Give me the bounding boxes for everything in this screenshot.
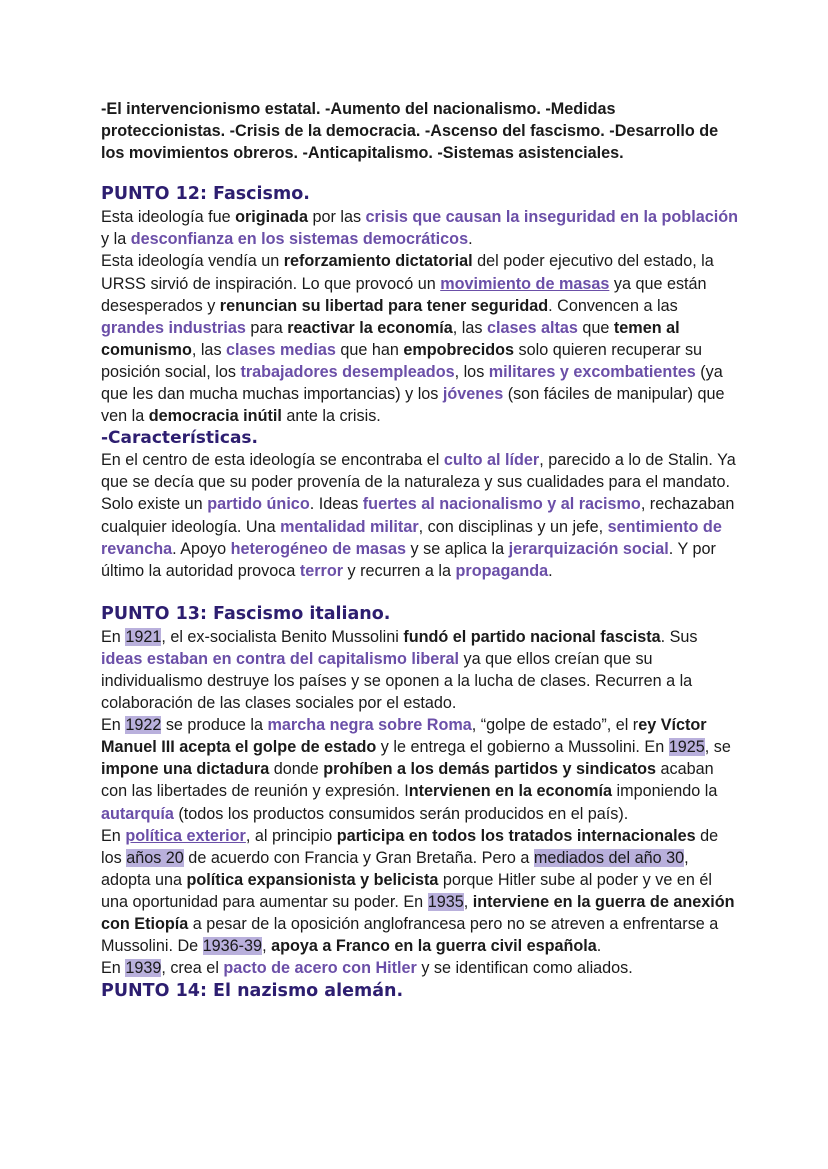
key-term: partido único: [207, 495, 310, 514]
text-run: por las: [307, 208, 366, 227]
key-term: crisis que causan la inseguridad en la población: [365, 208, 738, 227]
paragraph: [101, 957, 741, 979]
bold-text: renuncian su libertad para tener seguridad: [219, 296, 549, 315]
text-run: . Ideas: [309, 495, 363, 514]
text-run: de acuerdo con Francia y Gran Bretaña. Pero a: [183, 848, 534, 867]
text-run: En: [101, 716, 126, 735]
bold-text: temen al comunismo: [101, 318, 680, 359]
text-run: y se aplica la: [406, 539, 509, 558]
text-run: , “golpe de estado”, el r: [471, 716, 639, 735]
key-term: movimiento de masas: [440, 274, 610, 293]
text-run: . Convencen a las: [548, 296, 678, 315]
highlighted-date: 1925: [668, 738, 705, 757]
key-term: jóvenes: [442, 385, 504, 404]
key-term: heterogéneo de masas: [230, 539, 407, 558]
key-term: militares y excombatientes: [488, 362, 696, 381]
key-term: marcha negra sobre Roma: [267, 716, 472, 735]
text-run: porque Hitler sube al poder y ve en él una oportunidad para aumentar su poder. En: [101, 870, 712, 911]
text-run: para: [245, 318, 288, 337]
text-run: y recurren a la: [343, 561, 456, 580]
text-run: ,: [262, 937, 272, 956]
text-run: y le entrega el gobierno a Mussolini. En: [376, 738, 669, 757]
text-run: , las: [191, 340, 227, 359]
paragraph: [101, 98, 741, 164]
highlighted-date: 1921: [125, 627, 162, 646]
text-run: , adopta una: [101, 848, 689, 889]
text-run: ya que están desesperados y: [101, 274, 707, 315]
text-run: a pesar de la oposición anglofrancesa pero no se atreven a enfrentarse a Mussolini. De: [101, 915, 719, 956]
text-run: Esta ideología vendía un: [101, 252, 284, 271]
text-run: , rechazaban cualquier ideología. Una: [101, 495, 735, 536]
bold-text: ntervienen en la economía: [408, 782, 613, 801]
text-run: y la: [101, 230, 131, 249]
paragraph: [101, 250, 741, 427]
bold-text: interviene en la guerra de anexión con Etiopía: [101, 892, 735, 933]
text-run: de los: [101, 826, 719, 867]
text-run: ante la crisis.: [281, 407, 381, 426]
text-run: que: [577, 318, 614, 337]
highlighted-date: 1922: [125, 716, 162, 735]
bold-text: reforzamiento dictatorial: [283, 252, 473, 271]
text-run: (todos los productos consumidos serán producidos en el país).: [173, 804, 629, 823]
paragraph: [101, 714, 741, 824]
bold-text: política expansionista y belicista: [186, 870, 439, 889]
text-run: En: [101, 627, 126, 646]
key-term: desconfianza en los sistemas democráticos: [130, 230, 469, 249]
text-run: . Apoyo: [172, 539, 231, 558]
text-run: donde: [269, 760, 324, 779]
bold-text: ey Víctor Manuel III acepta el golpe de estado: [101, 716, 707, 757]
section-heading: PUNTO 12: Fascismo.: [101, 184, 310, 205]
bold-text: impone una dictadura: [101, 760, 270, 779]
highlighted-date: 1939: [125, 959, 162, 978]
text-run: -El intervencionismo estatal. -Aumento del nacionalismo. -Medidas proteccionistas. -Crisis de la democracia. -Ascenso del fascismo. -Desarrollo de los movimientos obreros. -Anticapitalismo. -Sistemas asistenciales.: [101, 100, 719, 163]
key-term: propaganda: [455, 561, 549, 580]
text-run: En: [101, 959, 126, 978]
text-run: , al principio: [245, 826, 337, 845]
highlighted-date: mediados del año 30: [533, 848, 685, 867]
text-run: (ya que les dan mucha muchas importancias) y los: [101, 362, 723, 404]
bold-text: originada: [235, 208, 308, 227]
key-term: sentimiento de revancha: [101, 517, 722, 558]
bold-text: fundó el partido nacional fascista: [403, 627, 661, 646]
bold-text: participa en todos los tratados internacionales: [336, 826, 696, 845]
text-run: (son fáciles de manipular) que ven la: [101, 385, 725, 426]
text-run: .: [596, 937, 602, 956]
text-run: y se identifican como aliados.: [416, 959, 633, 978]
paragraph: [101, 206, 741, 250]
text-run: , las: [452, 318, 487, 337]
key-term: política exterior: [125, 826, 246, 845]
highlighted-date: 1935: [427, 892, 464, 911]
text-run: En: [101, 826, 126, 845]
subsection-heading: -Características.: [101, 428, 259, 449]
paragraph: [101, 626, 741, 714]
highlighted-date: años 20: [126, 848, 184, 867]
text-run: del poder ejecutivo del estado, la URSS sirvió de inspiración. Lo que provocó un: [101, 252, 714, 293]
text-run: . Sus: [660, 627, 698, 646]
text-run: , con disciplinas y un jefe,: [418, 517, 608, 536]
text-run: , los: [454, 362, 489, 381]
text-run: ,: [463, 892, 473, 911]
text-run: , el ex-socialista Benito Mussolini: [161, 627, 404, 646]
text-run: , crea el: [161, 959, 224, 978]
key-term: grandes industrias: [101, 318, 246, 337]
key-term: mentalidad militar: [280, 517, 419, 536]
text-run: Esta ideología fue: [101, 208, 236, 227]
key-term: trabajadores desempleados: [240, 362, 455, 381]
text-run: solo quieren recuperar su posición social, los: [101, 340, 703, 381]
document-body: [101, 98, 741, 1003]
text-run: En el centro de esta ideología se encontraba el: [101, 451, 444, 470]
section-heading: PUNTO 13: Fascismo italiano.: [101, 603, 391, 624]
key-term: pacto de acero con Hitler: [223, 959, 417, 978]
key-term: clases medias: [226, 340, 336, 359]
paragraph: [101, 825, 741, 958]
paragraph: [101, 449, 741, 582]
bold-text: empobrecidos: [403, 340, 514, 359]
section-heading: PUNTO 14: El nazismo alemán.: [101, 981, 404, 1002]
key-term: ideas estaban en contra del capitalismo liberal: [101, 649, 460, 668]
text-run: se produce la: [161, 716, 268, 735]
text-run: que han: [335, 340, 404, 359]
text-run: . Y por último la autoridad provoca: [101, 539, 716, 580]
bold-text: reactivar la economía: [287, 318, 453, 337]
text-run: .: [548, 561, 553, 580]
text-run: ya que ellos creían que su individualismo destruye los países y se oponen a la lucha de clases. Recurren a la colaboración de las clases sociales por el estado.: [101, 649, 693, 713]
highlighted-date: 1936-39: [202, 937, 263, 956]
text-run: imponiendo la: [612, 782, 718, 801]
key-term: jerarquización social: [508, 539, 669, 558]
text-run: , se: [704, 738, 731, 757]
key-term: autarquía: [101, 804, 174, 823]
text-run: , parecido a lo de Stalin. Ya que se decía que su poder provenía de la naturaleza y sus cualidades para el mandato. Solo existe un: [101, 451, 736, 514]
key-term: clases altas: [486, 318, 578, 337]
bold-text: democracia inútil: [148, 407, 282, 426]
key-term: fuertes al nacionalismo y al racismo: [362, 495, 641, 514]
text-run: acaban con las libertades de reunión y expresión. I: [101, 760, 714, 801]
key-term: terror: [299, 561, 344, 580]
key-term: culto al líder: [443, 451, 540, 470]
text-run: .: [468, 230, 473, 249]
bold-text: apoya a Franco en la guerra civil española: [271, 937, 597, 956]
bold-text: prohíben a los demás partidos y sindicatos: [323, 760, 657, 779]
